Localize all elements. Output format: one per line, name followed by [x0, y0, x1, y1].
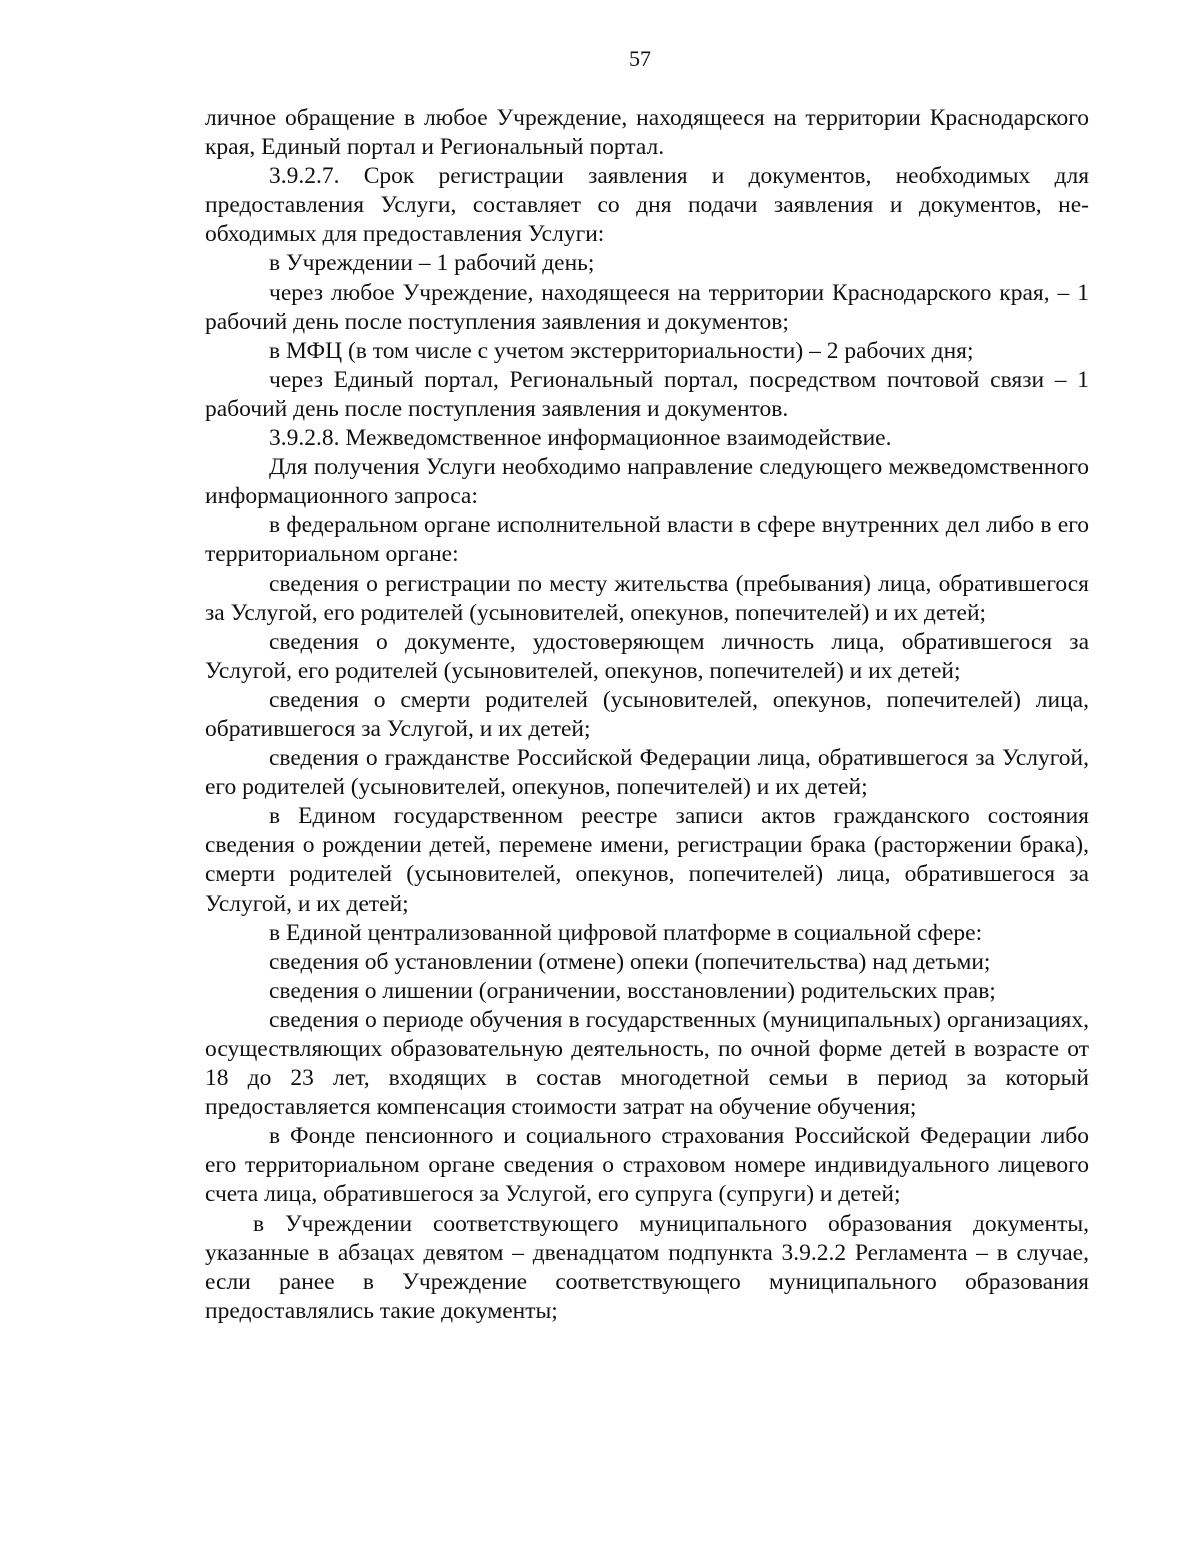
paragraph-continuation: личное обращение в любое Учреждение, находящееся на территории Краснодарского края, Единый портал и Региональный портал.: [205, 105, 1089, 161]
paragraph-list-item: через Единый портал, Региональный портал, посредством почтовой связи – 1 рабочий день после поступления заявления и документов.: [205, 366, 1089, 422]
paragraph-list-item: сведения о смерти родителей (усыновителей, опекунов, попечителей) лица, обратившегося за Услугой, и их детей;: [205, 686, 1089, 742]
paragraph-3-9-2-8: 3.9.2.8. Межведомственное информационное взаимодействие.: [269, 425, 892, 452]
document-body: [205, 104, 1089, 1326]
paragraph-list-item: в федеральном органе исполнительной власти в сфере внутренних дел либо в его территориальном органе:: [205, 512, 1089, 568]
paragraph-list-item: в Едином государственном реестре записи актов гражданского состояния сведения о рождении детей, перемене имени, регистрации брака (расторжении брака), смерти родителей (усыновителей, опекунов, попечителей) лица, обратившегося за Услугой, и их детей;: [205, 803, 1089, 917]
paragraph-list-item: сведения о лишении (ограничении, восстановлении) родительских прав;: [269, 977, 996, 1004]
paragraph-list-item: сведения о периоде обучения в государственных (муниципальных) организациях, осуществляющих образовательную деятельность, по очной форме детей в возрасте от 18 до 23 лет, входящих в состав многодетной семьи в период за который предоставляется компенсация стоимости затрат на обучение обучения;: [205, 1006, 1089, 1121]
paragraph-list-item: сведения об установлении (отмене) опеки (попечительства) над детьми;: [269, 948, 991, 975]
paragraph-3-9-2-7: 3.9.2.7. Срок регистрации заявления и документов, необходимых для предоставления Услуги, составляет со дня подачи заявления и документов, необходимых для предоставления Услуги:: [205, 163, 1089, 248]
paragraph-list-item: в МФЦ (в том числе с учетом экстерриториальности) – 2 рабочих дня;: [269, 337, 974, 364]
paragraph-list-item: в Учреждении соответствующего муниципального образования документы, указанные в абзацах девятом – двенадцатом подпункта 3.9.2.2 Регламента – в случае, если ранее в Учреждение соответствующего муниципального образования предоставлялись такие документы;: [205, 1210, 1089, 1324]
paragraph: Для получения Услуги необходимо направление следующего межведомственного информационного запроса:: [205, 454, 1089, 510]
paragraph-list-item: в Учреждении – 1 рабочий день;: [269, 250, 595, 277]
paragraph-list-item: сведения о гражданстве Российской Федерации лица, обратившегося за Услугой, его родителей (усыновителей, опекунов, попечителей) и их детей;: [205, 745, 1089, 801]
paragraph-list-item: в Единой централизованной цифровой платформе в социальной сфере:: [269, 919, 983, 946]
paragraph-list-item: сведения о документе, удостоверяющем личность лица, обратившегося за Услугой, его родителей (усыновителей, опекунов, попечителей) и их детей;: [205, 628, 1089, 684]
paragraph-list-item: сведения о регистрации по месту жительства (пребывания) лица, обратившегося за Услугой, его родителей (усыновителей, опекунов, попечителей) и их детей;: [205, 570, 1089, 626]
page-number: 57: [629, 46, 651, 71]
paragraph-list-item: в Фонде пенсионного и социального страхования Российской Федерации либо его территориальном органе сведения о страховом номере индивидуального лицевого счета лица, обратившегося за Услугой, его супруга (супруги) и детей;: [205, 1123, 1089, 1208]
paragraph-list-item: через любое Учреждение, находящееся на территории Краснодарского края, – 1 рабочий день после поступления заявления и документов;: [205, 279, 1089, 335]
